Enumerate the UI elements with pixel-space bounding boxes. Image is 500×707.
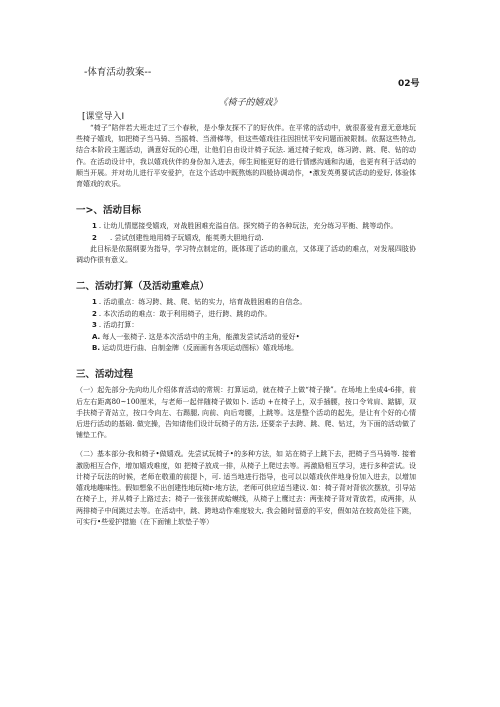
item-text: 每人一张椅子. 这是本次活动中的主角，能激发尝试活动的爱好• xyxy=(102,332,300,341)
list-item xyxy=(76,309,416,320)
section-process-title: 三、活动过程 xyxy=(76,369,134,381)
section-goals-title: 一>、活动目标 xyxy=(76,205,141,217)
list-item xyxy=(76,221,416,232)
item-number: 1 xyxy=(92,298,97,307)
goals-note: 此目标是依据纲要为指导，学习特点制定的，既体现了活动的重点，又体现了活动的难点，对发展四肢协调动作很有意义。 xyxy=(76,245,416,265)
item-text: . 活动打算： xyxy=(98,321,139,330)
list-item xyxy=(76,297,416,308)
list-item xyxy=(76,233,416,244)
item-text: . 让幼儿情愿接受嬉戏，对战胜困难充溢自信。探究椅子的各种玩法，充分练习平衡、跳等动作。 xyxy=(98,222,398,231)
intro-paragraph: “椅子”陪伴若大班走过了三个春秋，是小挚友探不了的好伙伴。在平常的活动中，就很喜爱有意无意地玩些椅子嬉戏，如把椅子当马骑、当摇椅、当滑梯等，但这些嬉戏往往因担忧平安问题而被限制。依据这些特点,结合本阶段主题活动，满意好玩的心理，让他们自由设计椅子玩法. 通过椅子蛇戏，练习跨、跳、爬、钻的动作。在活动设计中，我以嬉戏伙伴的身份加入进去，师生间能更好的进行情感沟通和沟通，也更有利于活动的顺当开展。并对幼儿进行平安爱护，在这个活动中既熬炼的四般协调动作，•激发英勇要试活动的爱好, 体验体育嬉戏的欢乐。 xyxy=(76,124,416,189)
section-prep-title: 二、活动打算（及活动重难点） xyxy=(76,281,210,293)
item-number: B. xyxy=(92,344,100,353)
document-category-label: -体育活动教案-- xyxy=(84,67,152,78)
process-paragraph-1: （一）起先部分-先向幼儿介绍体育活动的常规：打算运动，就在椅子上做“椅子操”。在场地上坐成4-6排，前后左右距离80~100厘米，与老师一起伴随椅子做如卜. 活动 +在椅子上，双手插腰，按口令耸肩、踮脚，双手扶椅子背站立，按口令向左、右踢腿, 向前、向后弯腰，上跳等。这是整个活动的起先，是让有个好的心情后进行活动的基础. 做完操，告知请他们设计玩椅子的方法, 还要亲子去跨、跳、爬、钻过，为下面的活动做了铺垫工作。 xyxy=(76,386,416,440)
item-number: 2 xyxy=(92,233,97,242)
item-number: 3 xyxy=(92,321,97,330)
item-text: . 本次活动的难点：敢于利用椅子，进行跨、跳的动作。 xyxy=(98,309,272,318)
list-item xyxy=(76,332,416,343)
intro-heading: [课堂导入I xyxy=(82,112,125,122)
document-number: 02号 xyxy=(398,79,420,89)
item-text: . 活动重点：练习跨、跳、爬、钻的实力，培育战胜困难的自信念。 xyxy=(98,298,307,307)
item-number: 1 xyxy=(92,222,97,231)
item-number: A. xyxy=(92,332,101,341)
page-title: 《椅子的嬉戏》 xyxy=(218,98,282,108)
process-paragraph-2: （二）基本部分-我和椅子•做嬉戏。先尝试玩椅子•的多种方法，如 站在椅子上跳下去，把椅子当马骑等. 接着激励相互合作，增加嬉戏难度，如 把椅子放成一排，从椅子上爬过去等。再激励相互学习，进行多种尝试。设计椅子玩法的时候，老师在敬重的前提卜，可. 适当地进行指导，也可以以嬉戏伙伴地身份加入进去，以增加嬉戏地趣味性。假如想象不出创建性地玩椅r-地方法，老师可供应适当建议. 如：椅子背对背依次摆放，引导站在椅子上，并从椅子上路过去；椅子一张张拼成蛤蟆线，从椅子上鹰过去：两张椅子背对背放若，成两排，从两排椅子中间跳过去等。在活动中，跳、跨地动作难度较大, 我会随时留意的平安，假如站在较高处往下跳，可实行•些爱护措施（在下面铺上软垫子等） xyxy=(76,450,416,526)
item-text: . 尝试创建性地用椅子玩嬉戏，能英勇大胆地行动. xyxy=(110,233,264,242)
list-item xyxy=(76,343,416,354)
item-text: 运动员进行曲、自制金牌（反面画有各项运动图标）嬉戏场地。 xyxy=(102,344,298,353)
document-body xyxy=(76,109,416,528)
list-item xyxy=(76,320,416,331)
item-number: 2 xyxy=(92,309,97,318)
